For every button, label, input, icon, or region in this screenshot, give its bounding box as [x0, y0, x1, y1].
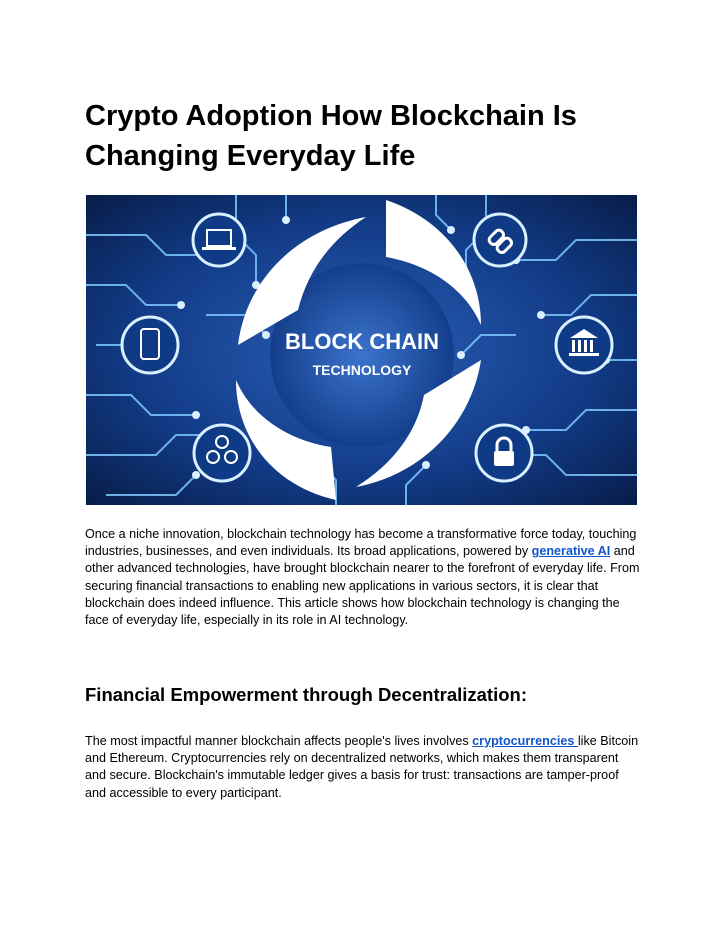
cryptocurrencies-link[interactable]: cryptocurrencies	[472, 734, 578, 748]
hero-text-line1: BLOCK CHAIN	[285, 329, 439, 354]
intro-text-before: Once a niche innovation, blockchain technology has become a transformative force today, touching industries, businesses, and even individuals. Its broad applications, powered by	[85, 527, 637, 559]
intro-text-after: and other advanced technologies, have brought blockchain nearer to the forefront of everyday life. From securing financial transactions to enabling new applications in various sectors, it is clear that blockchain does indeed influence. This article shows how blockchain technology is changing the face of everyday life, especially in its role in AI technology.	[85, 544, 640, 628]
hero-image	[86, 195, 637, 505]
bitcoin-network-icon	[194, 425, 250, 481]
laptop-icon	[193, 214, 245, 266]
padlock-icon	[476, 425, 532, 481]
article-title: Crypto Adoption How Blockchain Is Changing Everyday Life	[85, 100, 577, 172]
smartphone-icon	[122, 317, 178, 373]
link-chain-icon	[474, 214, 526, 266]
section-paragraph	[85, 733, 640, 802]
section-heading: Financial Empowerment through Decentralization:	[85, 684, 527, 705]
hero-text-line2: TECHNOLOGY	[312, 362, 412, 378]
generative-ai-link[interactable]: generative AI	[531, 544, 611, 559]
intro-paragraph	[85, 526, 640, 629]
section-text-after: like Bitcoin and Ethereum. Cryptocurrencies rely on decentralized networks, which makes them transparent and secure. Blockchain's immutable ledger gives a basis for trust: transactions are tamper-proof and accessible to every participant.	[85, 734, 639, 800]
section-text-before: The most impactful manner blockchain affects people's lives involves	[85, 734, 473, 748]
bank-icon	[556, 317, 612, 373]
